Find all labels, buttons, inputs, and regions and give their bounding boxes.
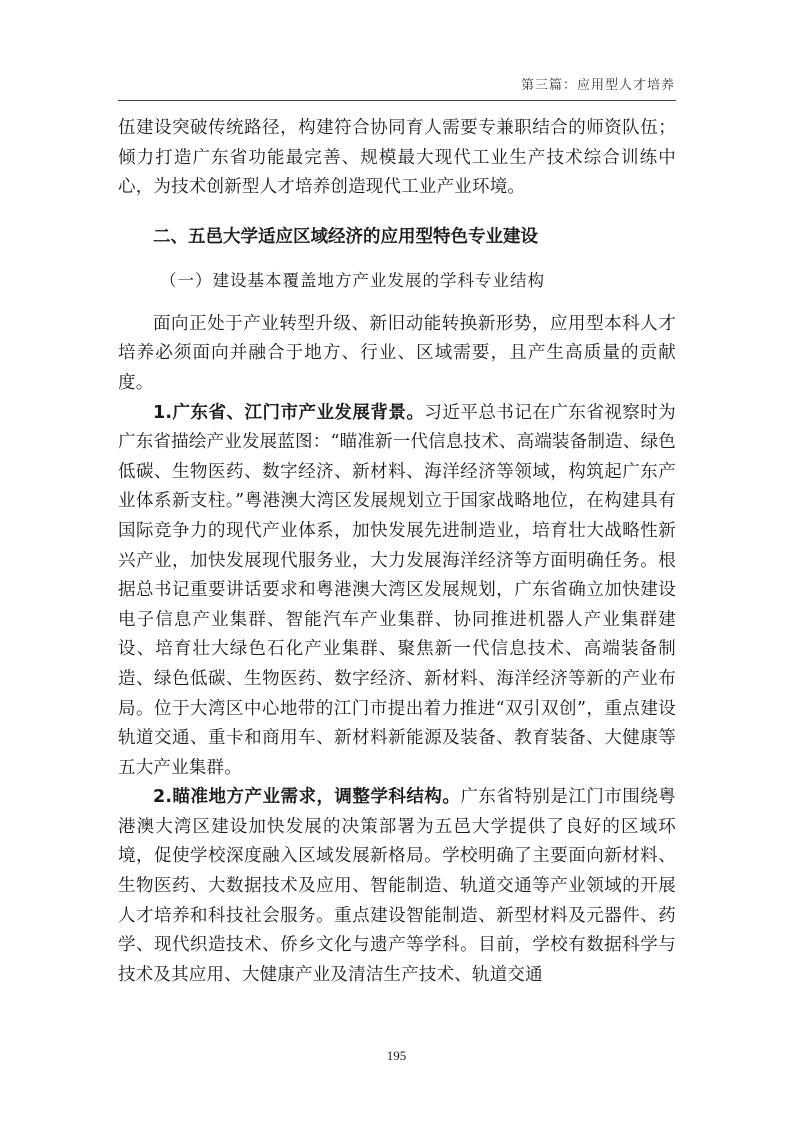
paragraph-1-lead: 1.广东省、江门市产业发展背景。	[153, 402, 425, 423]
header-rule	[118, 100, 676, 101]
document-body	[118, 114, 676, 990]
intro-paragraph: 面向正处于产业转型升级、新旧动能转换新形势，应用型本科人才培养必须面向并融合于地方、行业、区域需要，且产生高质量的贡献度。	[118, 313, 676, 393]
paragraph-2	[118, 783, 676, 990]
page-number: 195	[386, 1048, 407, 1063]
continuation-paragraph: 伍建设突破传统路径，构建符合协同育人需要专兼职结合的师资队伍；倾力打造广东省功能最完善、规模最大现代工业生产技术综合训练中心，为技术创新型人才培养创造现代工业产业环境。	[118, 118, 676, 198]
paragraph-1-text: 习近平总书记在广东省视察时为广东省描绘产业发展蓝图：“瞄准新一代信息技术、高端装备制造、绿色低碳、生物医药、数字经济、新材料、海洋经济等领域，构筑起广东产业体系新支柱。”粤港澳大湾区发展规划立于国家战略地位，在构建具有国际竞争力的现代产业体系，加快发展先进制造业，培育壮大战略性新兴产业，加快发展现代服务业，大力发展海洋经济等方面明确任务。根据总书记重要讲话要求和粤港澳大湾区发展规划，广东省确立加快建设电子信息产业集群、智能汽车产业集群、协同推进机器人产业集群建设、培育壮大绿色石化产业集群、聚焦新一代信息技术、高端装备制造、绿色低碳、生物医药、数字经济、新材料、海洋经济等新的产业布局。位于大湾区中心地带的江门市提出着力推进“双引双创”，重点建设轨道交通、重卡和商用车、新材料新能源及装备、教育装备、大健康等五大产业集群。	[118, 402, 676, 778]
paragraph-1	[118, 399, 676, 784]
section-heading: 二、五邑大学适应区域经济的应用型特色专业建设	[153, 226, 538, 247]
paragraph-2-text: 广东省特别是江门市围绕粤港澳大湾区建设加快发展的决策部署为五邑大学提供了良好的区域环境，促使学校深度融入区域发展新格局。学校明确了主要面向新材料、生物医药、大数据技术及应用、智能制造、轨道交通等产业领域的开展人才培养和科技社会服务。重点建设智能制造、新型材料及元器件、药学、现代织造技术、侨乡文化与遗产等学科。目前，学校有数据科学与技术及其应用、大健康产业及清洁生产技术、轨道交通	[118, 787, 676, 985]
subsection-heading: （一）建设基本覆盖地方产业发展的学科专业结构	[160, 270, 545, 290]
running-header: 第三篇：应用型人才培养	[520, 78, 675, 93]
paragraph-2-lead: 2.瞄准地方产业需求，调整学科结构。	[153, 787, 461, 808]
